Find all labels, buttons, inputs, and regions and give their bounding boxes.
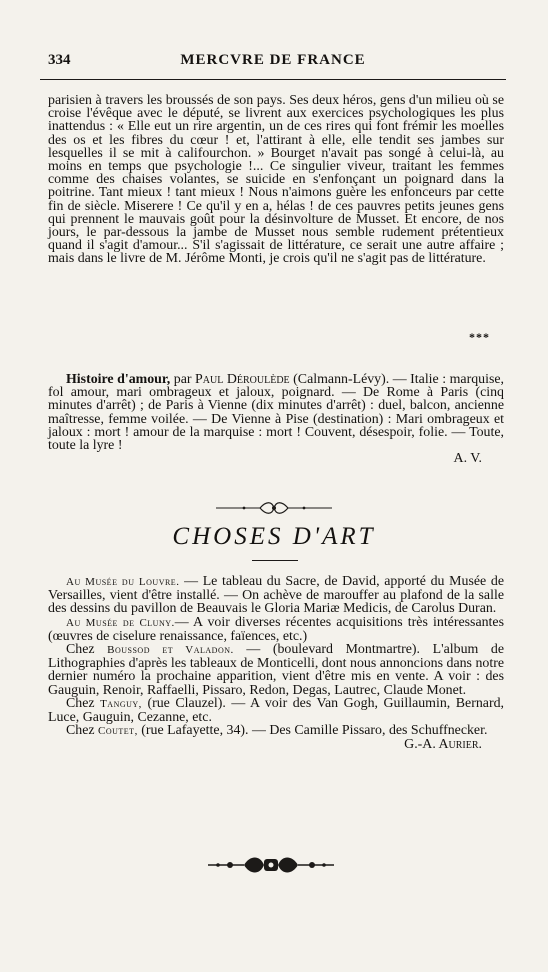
art-item-lead: Au Musée de Cluny. <box>66 616 175 629</box>
page-number: 334 <box>48 52 71 68</box>
review-title: Histoire d'amour, <box>66 372 171 387</box>
review-signature: A. V. <box>453 451 482 467</box>
review-continued-paragraph: parisien à travers les broussés de son pays. Ses deux héros, gens d'un milieu où se croise l'évêque avec le député, se livrent aux exercices psychologiques les plus inattendus : « Elle eut un rire argentin, un de ces rires qui font frémir les moelles des os et les fibres du cœur ! et, l'attirant à elle, elle tendit ses jambes sur lesquelles il se mit à califourchon. » Bourget n'avait pas songé à celui-là, au moins en temps que psychologie !... Ce singulier viveur, traitant les femmes comme des chaises volantes, se suicide en s'enfonçant un poignard dans la poitrine. Tant mieux ! tant mieux ! Nous n'aimons guère les enfonceurs par cette fin de siècle. Miserere ! Ce qu'il y en a, hélas ! de ces pauvres petits jeunes gens qui prennent le mauvais goût pour la désinvolture de Musset. Et encore, de nos jours, le par-dessous la jambe de Musset nous semble rudement prétentieux quand il s'agit d'amour... S'il s'agissait de littérature, ce serait une autre affaire ; mais dans le livre de M. Jérôme Monti, je crois qu'il ne s'agit pas de littérature. <box>48 93 504 267</box>
separator-stars: *** <box>469 330 490 344</box>
art-item-cluny <box>48 616 504 643</box>
section-rule <box>252 560 298 561</box>
ornament-divider-icon <box>214 500 334 516</box>
review-by: par <box>170 372 196 387</box>
review-continued <box>48 94 504 266</box>
art-item-text: — Le tableau du Sacre, de David, apporté du Musée de Versailles, vient d'être installé. — On achève de marouffer au plafond de la salle des dessins du pavillon de Beauvais le Gloria Mariæ Medicis, de Carolus Duran. <box>48 574 504 617</box>
art-item-text: — A voir diverses récentes acquisitions très intéressantes (œuvres de ciselure renaissance, faïences, etc.) <box>48 614 504 644</box>
review-histoire <box>48 373 504 465</box>
header-rule <box>40 79 506 80</box>
art-item-text: (rue Clauzel). — A voir des Van Gogh, Guillaumin, Bernard, Luce, Gauguin, Cezanne, etc. <box>48 695 505 726</box>
art-item-lead: Au Musée du Louvre. <box>66 576 180 588</box>
art-item-prefix: Chez <box>66 723 99 739</box>
art-item-tanguy <box>48 697 504 724</box>
art-item-lead: Tanguy, <box>100 697 142 710</box>
tailpiece-ornament-icon <box>206 851 336 879</box>
art-item-prefix: Chez <box>66 695 101 711</box>
section-title: CHOSES D'ART <box>172 523 376 550</box>
art-item-lead: Boussod et Valadon. <box>107 644 234 657</box>
art-item-coutet <box>48 724 504 738</box>
page-header <box>40 50 506 72</box>
art-item-boussod <box>48 643 504 697</box>
art-item-text: (rue Lafayette, 34). — Des Camille Pissaro, des Schuffnecker. <box>137 723 488 739</box>
art-item-lead: Coutet, <box>98 725 138 738</box>
art-item-prefix: Chez <box>66 642 108 658</box>
review-histoire-paragraph <box>48 373 504 452</box>
review-body: — Italie : marquise, fol amour, mari ombrageux et jaloux, poignard. — De Rome à Paris (cinq minutes d'arrêt) ; de Paris à Vienne (dix minutes d'arrêt) : duel, balcon, ancienne maîtresse, femme voilée. — De Vienne à Pise (destination) : Mari ombrageux et jaloux : mort ! amour de la marquise : mort ! Couvent, désespoir, folie. — Toute, toute la lyre ! <box>48 372 505 454</box>
art-news <box>48 575 504 752</box>
review-publisher: (Calmann-Lévy). <box>289 372 390 387</box>
running-title: MERCVRE DE FRANCE <box>180 52 366 68</box>
art-item-text: — (boulevard Montmartre). L'album de Lithographies d'après les tableaux de Monticelli, dont nous annoncions dans notre dernier numéro la prochaine apparition, vient d'être mis en vente. A voir : des Gauguin, Renoir, Raffaelli, Pissaro, Redon, Degas, Lautrec, Claude Monet. <box>48 642 505 698</box>
art-signature: G.-A. Aurier. <box>404 737 482 753</box>
review-author: Paul Déroulède <box>195 372 290 387</box>
art-item-louvre <box>48 575 504 616</box>
